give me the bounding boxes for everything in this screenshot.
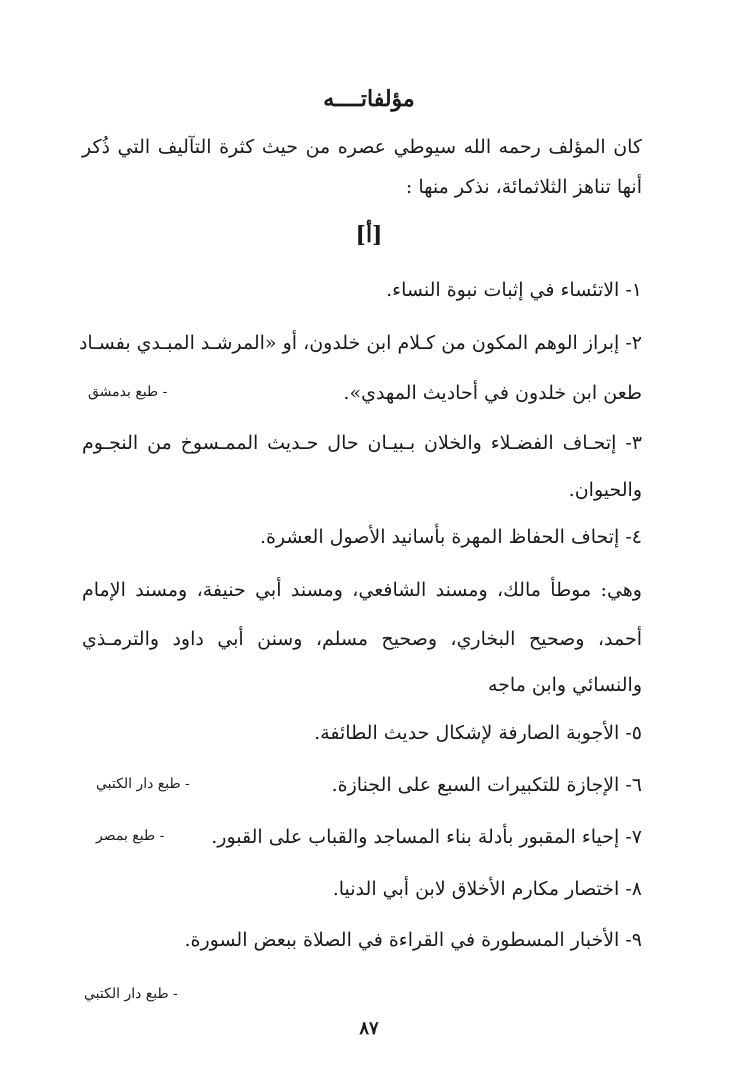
item-6: ٦- الإجازة للتكبيرات السبع على الجنازة.	[331, 774, 642, 796]
item-1: ١- الاتئساء في إثبات نبوة النساء.	[386, 279, 642, 301]
section-letter: [أ]	[355, 222, 383, 248]
item-3-line-1: ٣- إتحـاف الفضـلاء والخلان بـبيـان حال حـديث الممـسوخ من النجـوم	[82, 432, 642, 454]
item-8: ٨- اختصار مكارم الأخلاق لابن أبي الدنيا.	[332, 878, 642, 900]
item-7: ٧- إحياء المقبور بأدلة بناء المساجد والقباب على القبور.	[211, 826, 642, 848]
intro-line-1: كان المؤلف رحمه الله سيوطي عصره من حيث كثرة التآليف التي ذُكر	[82, 136, 642, 158]
page-number: ٨٧	[359, 1018, 379, 1039]
intro-line-2: أنها تناهز الثلاثمائة، نذكر منها :	[405, 176, 642, 198]
item-4: ٤- إتحاف الحفاظ المهرة بأسانيد الأصول العشرة.	[259, 526, 642, 548]
item-5: ٥- الأجوبة الصارفة لإشكال حديث الطائفة.	[314, 722, 642, 744]
item-3-line-2: والحيوان.	[568, 479, 642, 501]
print-note-2: - طبع بدمشق	[88, 384, 168, 400]
item-4-note-line-1: وهي: موطأ مالك، ومسند الشافعي، ومسند أبي حنيفة، ومسند الإمام	[82, 579, 642, 601]
item-4-note-line-3: والنسائي وابن ماجه	[487, 674, 642, 696]
page-heading: مؤلفاتــــه	[323, 86, 415, 112]
item-2-line-1: ٢- إبراز الوهم المكون من كـلام ابن خلدون، أو «المرشـد المبـدي بفسـاد	[78, 332, 642, 354]
print-note-9: - طبع دار الكتبي	[84, 986, 178, 1002]
item-9: ٩- الأخبار المسطورة في القراءة في الصلاة ببعض السورة.	[184, 929, 642, 951]
item-4-note-line-2: أحمد، وصحيح البخاري، وصحيح مسلم، وسنن أبي داود والترمـذي	[82, 628, 642, 650]
print-note-7: - طبع بمصر	[96, 828, 165, 844]
item-2-line-2: طعن ابن خلدون في أحاديث المهدي».	[343, 382, 642, 404]
print-note-6: - طبع دار الكتبي	[96, 776, 190, 792]
